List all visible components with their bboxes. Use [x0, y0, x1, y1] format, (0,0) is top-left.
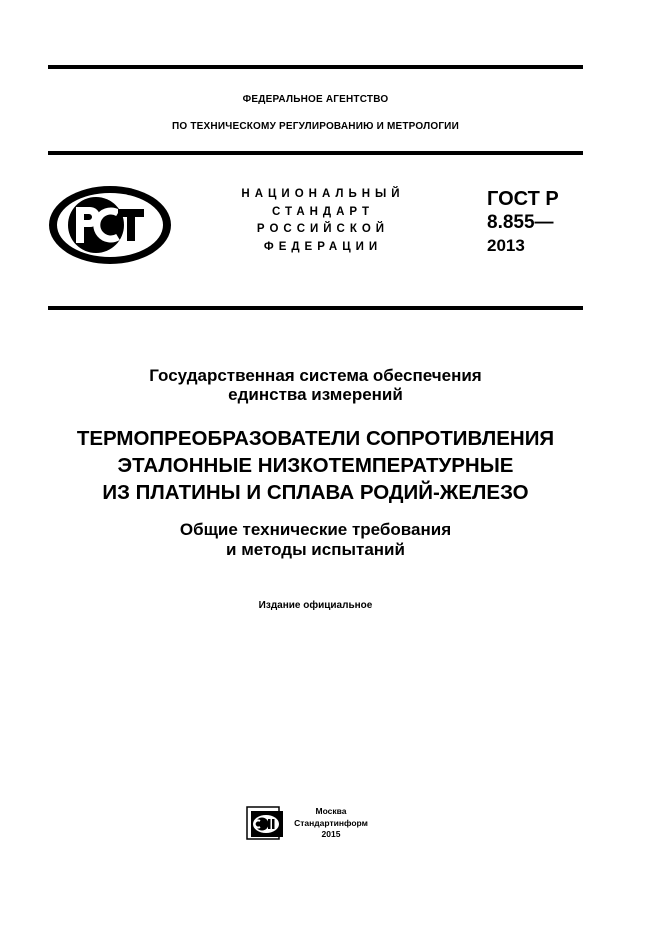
standard-rule: [48, 306, 583, 310]
series-title: [48, 366, 583, 404]
edition-label: Издание официальное: [258, 600, 373, 611]
header-rule: [48, 151, 583, 155]
gost-designation: [487, 188, 559, 257]
subtitle-line-1: Общие технические требования: [179, 520, 452, 539]
document-subtitle: [48, 520, 583, 559]
top-rule: [48, 65, 583, 69]
national-line-2: СТАНДАРТ: [272, 205, 374, 218]
series-line-2: единства измерений: [228, 385, 403, 404]
subtitle-line-2: и методы испытаний: [226, 539, 405, 559]
gost-year: 2013: [487, 236, 525, 255]
gost-number: 8.855—: [487, 212, 554, 233]
publisher-city: Москва: [315, 806, 347, 816]
national-line-1: НАЦИОНАЛЬНЫЙ: [241, 188, 405, 200]
publisher-info: [290, 806, 372, 841]
standartinform-logo-icon: [246, 806, 286, 840]
rst-logo-icon: [46, 183, 174, 267]
document-title: [48, 425, 583, 506]
gost-label: ГОСТ Р: [487, 188, 559, 210]
national-line-4: ФЕДЕРАЦИИ: [263, 240, 383, 253]
publisher-year: 2015: [321, 829, 341, 839]
national-line-3: РОССИЙСКОЙ: [256, 223, 390, 235]
publisher-name: Стандартинформ: [294, 817, 368, 828]
title-line-2: ЭТАЛОННЫЕ НИЗКОТЕМПЕРАТУРНЫЕ: [117, 454, 514, 477]
title-line-1: ТЕРМОПРЕОБРАЗОВАТЕЛИ СОПРОТИВЛЕНИЯ: [76, 427, 555, 450]
national-standard-label: [232, 186, 414, 256]
agency-line-2: ПО ТЕХНИЧЕСКОМУ РЕГУЛИРОВАНИЮ И МЕТРОЛОГИИ: [172, 121, 459, 132]
series-line-1: Государственная система обеспечения: [149, 366, 482, 385]
title-line-3: ИЗ ПЛАТИНЫ И СПЛАВА РОДИЙ-ЖЕЛЕЗО: [102, 481, 529, 504]
agency-line-1: ФЕДЕРАЛЬНОЕ АГЕНТСТВО: [242, 94, 389, 105]
